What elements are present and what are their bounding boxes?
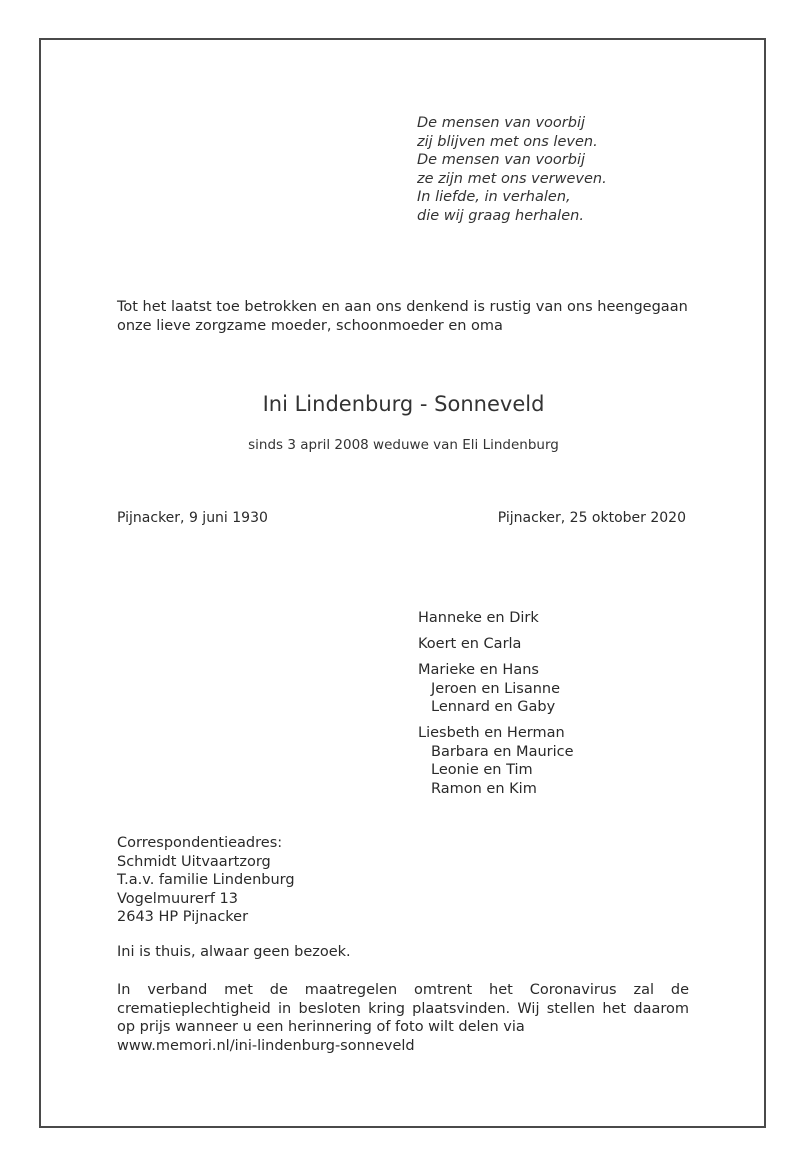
family-group [418,724,574,798]
family-couple: Marieke en Hans [418,662,539,678]
birth-date: Pijnacker, 9 juni 1930 [117,510,268,526]
family-couple: Koert en Carla [418,636,522,652]
family-couple: Hanneke en Dirk [418,610,539,626]
intro-line: Tot het laatst toe betrokken en aan ons denkend is rustig van ons heengegaan [117,299,688,315]
deceased-name: Ini Lindenburg - Sonneveld [262,392,545,416]
family-couple: Liesbeth en Herman [418,725,565,741]
family-grandchild: Barbara en Maurice [431,743,574,760]
family-group [418,661,574,717]
poem-line: In liefde, in verhalen, [417,189,571,206]
corona-notice [117,981,689,1055]
address-line: T.a.v. familie Lindenburg [117,872,295,889]
notice-line: In verband met de maatregelen omtrent het Coronavirus zal de [117,982,689,998]
family-group [418,609,574,628]
memorial-url: www.memori.nl/ini-lindenburg-sonneveld [117,1037,415,1054]
poem [417,114,607,226]
intro-text [117,298,692,335]
family-list [418,609,574,806]
address-line: Schmidt Uitvaartzorg [117,853,271,870]
address-line: 2643 HP Pijnacker [117,909,249,926]
poem-line: zij blijven met ons leven. [417,133,598,150]
poem-line: De mensen van voorbij [417,152,586,169]
notice-line: op prijs wanneer u een herinnering of foto wilt delen via [117,1019,525,1036]
poem-line: De mensen van voorbij [417,115,586,131]
family-group [418,635,574,654]
address-line: Vogelmuurerf 13 [117,890,239,907]
intro-line: onze lieve zorgzame moeder, schoonmoeder en oma [117,317,503,334]
poem-line: ze zijn met ons verweven. [417,170,607,187]
poem-line: die wij graag herhalen. [417,207,584,224]
death-date: Pijnacker, 25 oktober 2020 [497,510,686,526]
correspondence-address [117,834,295,927]
family-grandchild: Leonie en Tim [431,762,533,778]
page-border [39,38,766,1128]
home-note: Ini is thuis, alwaar geen bezoek. [117,944,351,960]
address-line: Correspondentieadres: [117,835,283,851]
widow-line: sinds 3 april 2008 weduwe van Eli Lindenburg [248,437,559,453]
family-grandchild: Jeroen en Lisanne [431,680,560,697]
family-grandchild: Lennard en Gaby [431,699,556,715]
notice-line: crematieplechtigheid in besloten kring plaatsvinden. Wij stellen het daarom [117,1000,689,1017]
family-grandchild: Ramon en Kim [431,780,537,797]
